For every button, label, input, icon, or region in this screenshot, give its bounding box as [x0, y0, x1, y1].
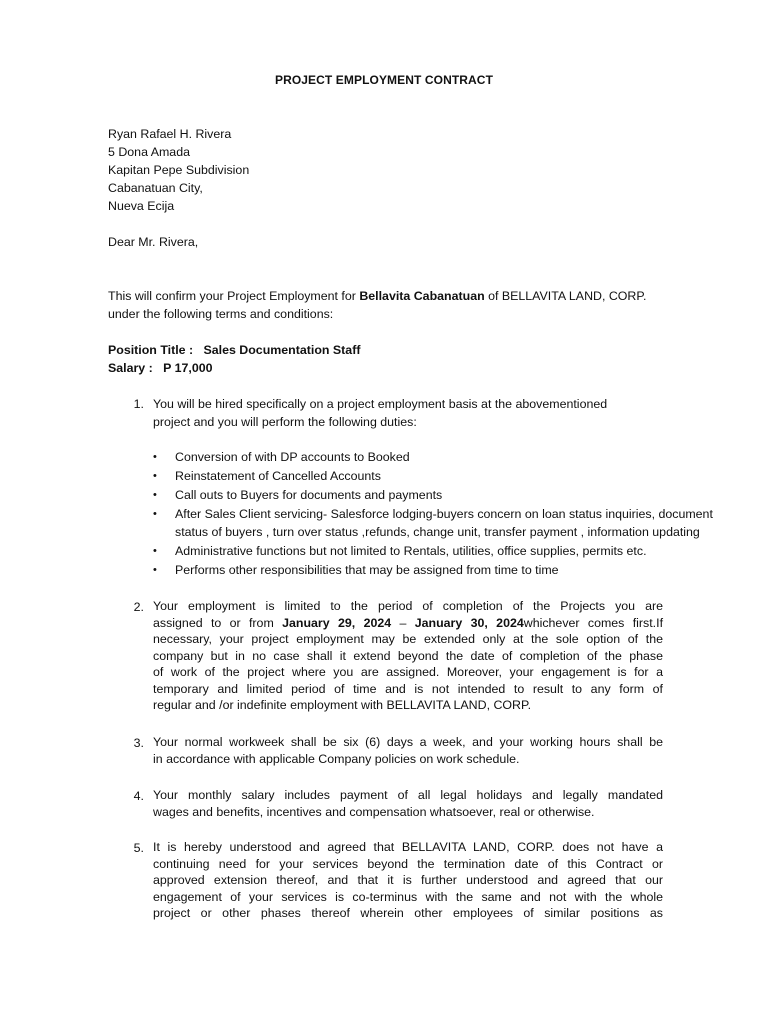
start-date: January 29, 2024	[282, 615, 392, 630]
bullet-icon: •	[153, 470, 157, 482]
salary-value: P 17,000	[163, 361, 213, 375]
duties-list	[153, 448, 768, 580]
salutation: Dear Mr. Rivera,	[108, 235, 199, 249]
intro-company: of BELLAVITA LAND, CORP.	[484, 289, 647, 303]
item-3-text: Your normal workweek shall be six (6) days a week, and your working hours shall be in accordance with applicable Company policies on work schedule.	[153, 735, 663, 766]
position-salary	[108, 341, 360, 377]
list-item: • Administrative functions but not limited to Rentals, utilities, office supplies, permits etc.	[153, 544, 647, 558]
list-item: • Reinstatement of Cancelled Accounts	[153, 469, 381, 483]
bullet-icon: •	[153, 489, 157, 501]
bullet-icon: •	[153, 564, 157, 576]
intro-paragraph	[108, 287, 647, 323]
address-line: Kapitan Pepe Subdivision	[108, 163, 250, 177]
position-value: Sales Documentation Staff	[203, 343, 361, 357]
document-title: PROJECT EMPLOYMENT CONTRACT	[274, 73, 494, 87]
intro-line-2: under the following terms and conditions:	[108, 307, 334, 321]
list-item: • After Sales Client servicing- Salesforce lodging-buyers concern on loan status inquiries, document	[153, 507, 713, 521]
address-line: 5 Dona Amada	[108, 145, 190, 159]
bullet-icon: •	[153, 545, 157, 557]
item-number: 5.	[133, 841, 144, 855]
item-5-text: It is hereby understood and agreed that BELLAVITA LAND, CORP. does not have a continuing need for your services beyond the termination date of this Contract or approved extension thereof, and that it is further understood and agreed that our engagement of your services is co-terminus with the same and not with the whole project or other phases thereof wherein other employees of similar positions as	[153, 840, 663, 920]
item-1-text: You will be hired specifically on a project employment basis at the abovementioned project and you will perform the following duties:	[153, 397, 608, 429]
position-label: Position Title :	[108, 343, 194, 357]
item-number: 3.	[133, 736, 144, 750]
intro-text: This will confirm your Project Employment for	[108, 289, 360, 303]
item-number: 2.	[133, 600, 144, 614]
recipient-address	[108, 125, 249, 215]
address-line: Nueva Ecija	[108, 199, 175, 213]
item-number: 1.	[133, 397, 144, 411]
address-line: Ryan Rafael H. Rivera	[108, 127, 232, 141]
project-name: Bellavita Cabanatuan	[359, 289, 485, 303]
list-item-continuation: status of buyers , turn over status ,refunds, change unit, transfer payment , information updating	[175, 525, 700, 539]
list-item: • Performs other responsibilities that may be assigned from time to time	[153, 563, 559, 577]
list-item: • Conversion of with DP accounts to Booked	[153, 450, 410, 464]
item-4-text: Your monthly salary includes payment of all legal holidays and legally mandated wages and benefits, incentives and compensation whatsoever, real or otherwise.	[153, 788, 663, 819]
list-item: • Call outs to Buyers for documents and payments	[153, 488, 443, 502]
bullet-icon: •	[153, 451, 157, 463]
end-date: January 30, 2024	[414, 615, 524, 630]
address-line: Cabanatuan City,	[108, 181, 203, 195]
bullet-icon: •	[153, 508, 157, 520]
item-number: 4.	[133, 789, 144, 803]
salary-label: Salary :	[108, 361, 153, 375]
item-2-text: Your employment is limited to the period of completion of the Projects you are assigned to or from January 29, 2024 – January 30, 2024whichever comes first.If necessary, your project employment may be extended only at the sole option of the company but in no case shall it extend beyond the date of completion of the phase of work of the project where you are assigned. Moreover, your engagement is for a temporary and limited period of time and is not intended to result to any form of regular and /or indefinite employment with BELLAVITA LAND, CORP.	[153, 599, 664, 712]
